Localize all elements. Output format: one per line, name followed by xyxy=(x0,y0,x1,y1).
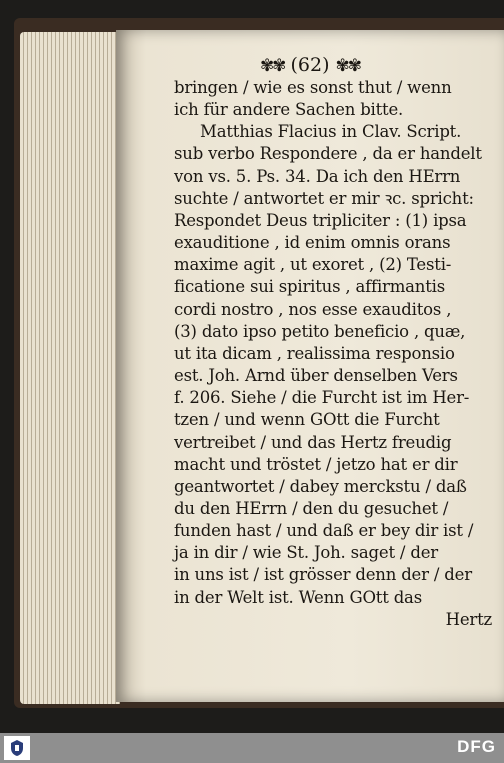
dfg-logo[interactable]: DFG xyxy=(457,737,496,756)
text-line: in der Welt ist. Wenn GOtt das xyxy=(174,587,422,607)
text-line: suchte / antwortet er mir ꝛc. spricht: xyxy=(174,188,474,208)
text-body xyxy=(174,77,492,631)
text-line: (3) dato ipso petito beneficio , quæ, xyxy=(174,321,466,341)
page-edges xyxy=(20,32,120,704)
text-line: vertreibet / und das Hertz freudig xyxy=(174,432,452,452)
page-number: (62) xyxy=(290,54,330,76)
book-page xyxy=(116,30,504,702)
ornament-right-icon: ✾✾ xyxy=(335,56,361,76)
page-header xyxy=(116,54,504,76)
text-line: geantwortet / dabey merckstu / daß xyxy=(174,476,467,496)
text-line: ja in dir / wie St. Joh. saget / der xyxy=(174,543,438,563)
text-line: Matthias Flacius in Clav. Script. xyxy=(200,122,462,142)
text-line: sub verbo Respondere , da er handelt xyxy=(174,144,482,164)
viewer-footer-bar xyxy=(0,733,504,763)
text-line: bringen / wie es sonst thut / wenn xyxy=(174,78,452,97)
catchword: Hertz xyxy=(445,609,492,629)
text-line: von vs. 5. Ps. 34. Da ich den HErrn xyxy=(174,166,461,186)
ornament-left-icon: ✾✾ xyxy=(259,56,285,76)
text-line: tzen / und wenn GOtt die Furcht xyxy=(174,410,440,430)
text-line: f. 206. Siehe / die Furcht ist im Her- xyxy=(174,388,470,408)
text-line: macht und tröstet / jetzo hat er dir xyxy=(174,454,458,474)
text-line: cordi nostro , nos esse exauditos , xyxy=(174,299,452,319)
text-line: exauditione , id enim omnis orans xyxy=(174,233,451,253)
text-line: in uns ist / ist grösser denn der / der xyxy=(174,565,472,585)
text-line: du den HErrn / den du gesuchet / xyxy=(174,498,449,518)
text-line: Respondet Deus tripliciter : (1) ipsa xyxy=(174,210,467,230)
text-line: ficatione sui spiritus , affirmantis xyxy=(174,277,445,297)
text-line: ut ita dicam , realissima responsio xyxy=(174,343,455,363)
text-line: maxime agit , ut exoret , (2) Testi- xyxy=(174,255,452,275)
library-logo-icon[interactable] xyxy=(4,736,30,760)
text-line: ich für andere Sachen bitte. xyxy=(174,100,404,120)
text-line: funden hast / und daß er bey dir ist / xyxy=(174,521,474,541)
text-line: est. Joh. Arnd über denselben Vers xyxy=(174,366,458,386)
crest-icon xyxy=(8,739,26,757)
